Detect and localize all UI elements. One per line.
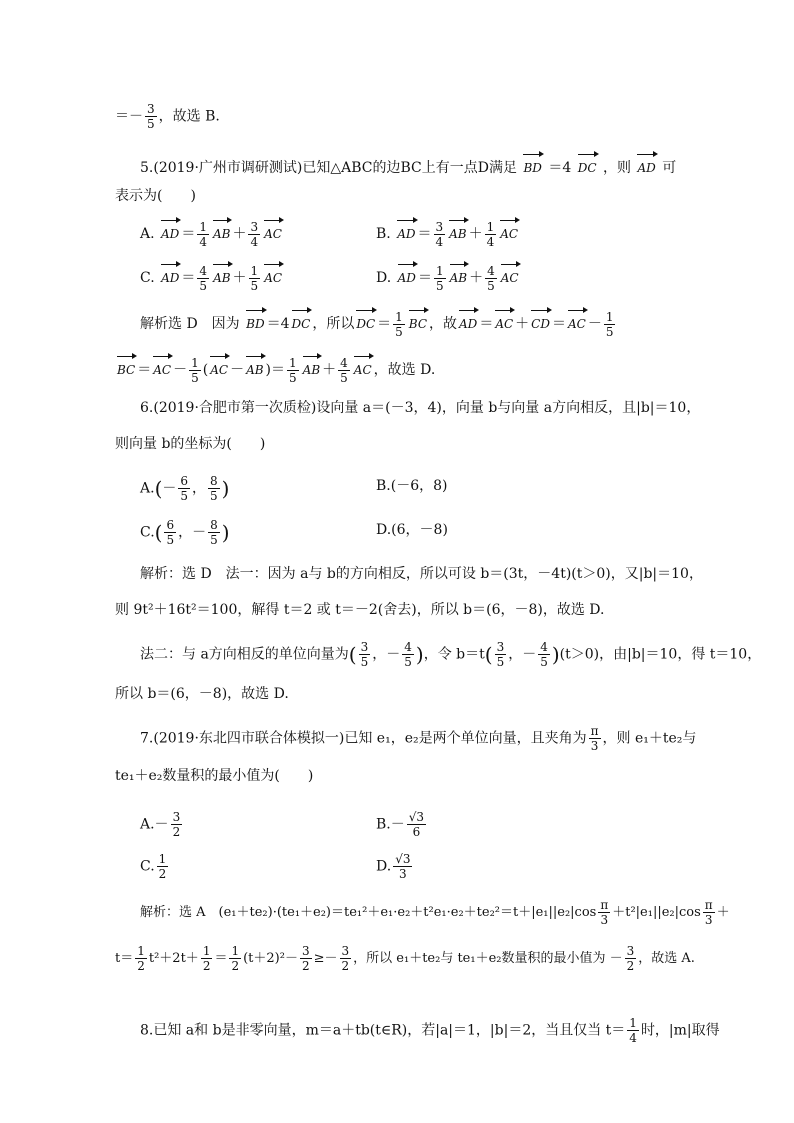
question-5-solution-2: BC ＝ AC － $\frac{1}{5}$ ( AC － AB )＝ $\frac{1}{5}$ AB ＋ $\frac{4}{5}$ AC ，故选 D. bbox=[117, 355, 436, 385]
question-6-solution-3: 法二：与 a方向相反的单位向量为( $\frac{3}{5}$ ，－ $\frac{4}{5}$ )，令 b＝t( $\frac{3}{5}$ ，－ $\frac{4}{5}$ )(t＞0)，由|b|＝10，得 t＝10， bbox=[140, 640, 762, 669]
question-7-stem-1: 7.(2019·东北四市联合体模拟一)已知 e₁，e₂是两个单位向量，且夹角为 $\frac{\pi}{3}$ ，则 e₁＋te₂与 bbox=[140, 724, 697, 753]
option-7a: A.－ $\frac{3}{2}$ bbox=[140, 810, 181, 839]
question-6-stem-2: 则向量 b的坐标为( ) bbox=[115, 436, 266, 452]
option-5c: C. AD ＝ $\frac{4}{5}$ AB ＋ $\frac{1}{5}$ AC bbox=[140, 263, 283, 293]
question-7-solution-1: 解析：选 A (e₁＋te₂)·(te₁＋e₂)＝te₁²＋e₁·e₂＋t²e₁·e₂＋te₂²＝t＋|e₁||e₂|cos $\frac{\pi}{3}$ ＋t²|e₁||e₂|cos $\frac{\pi}{3}$ ＋ bbox=[140, 898, 730, 927]
question-7-solution-2: t＝ $\frac{1}{2}$ t²＋2t＋ $\frac{1}{2}$ ＝ $\frac{1}{2}$ (t＋2)²－ $\frac{3}{2}$ ≥－ $\frac{3}{2}$ ，所以 e₁＋te₂与 te₁＋e₂数量积的最小值为 － $\frac{3}{2}$ ，故选 A. bbox=[115, 944, 695, 973]
option-7c: C. $\frac{1}{2}$ bbox=[140, 852, 167, 881]
option-5d: D. AD ＝ $\frac{1}{5}$ AB ＋ $\frac{4}{5}$ AC bbox=[376, 263, 519, 293]
vector-dc: DC bbox=[578, 152, 597, 178]
question-5-stem-2: 表示为( ) bbox=[115, 188, 196, 204]
option-5a: A. AD ＝ $\frac{1}{4}$ AB ＋ $\frac{3}{4}$ AC bbox=[140, 219, 282, 249]
option-5b: B. AD ＝ $\frac{3}{4}$ AB ＋ $\frac{1}{4}$ AC bbox=[376, 219, 519, 249]
question-7-stem-2: te₁＋e₂数量积的最小值为( ) bbox=[115, 768, 314, 784]
question-6-stem-1: 6.(2019·合肥市第一次质检)设向量 a＝(－3，4)，向量 b与向量 a方向相反，且|b|＝10， bbox=[140, 400, 701, 416]
fraction: $\frac{3}{5}$ bbox=[147, 102, 155, 131]
question-5-stem: 5.(2019·广州市调研测试)已知△ABC的边BC上有一点D满足 BD ＝4 DC ，则 AD 可 bbox=[140, 152, 676, 178]
option-6c: C.( $\frac{6}{5}$ ，－ $\frac{8}{5}$ ) bbox=[140, 518, 230, 547]
question-6-solution-1: 解析：选 D 法一：因为 a与 b的方向相反，所以可设 b＝(3t，－4t)(t＞0)，又|b|＝10， bbox=[140, 566, 703, 582]
answer-line: ＝－ $\frac{3}{5}$ ，故选 B. bbox=[115, 102, 220, 131]
option-7b: B.－ $\frac{√3}{6}$ bbox=[376, 810, 425, 839]
vector-bd: BD bbox=[523, 152, 541, 178]
question-5-solution-1: 解析选 D 因为 BD ＝4 DC ，所以 DC ＝ $\frac{1}{5}$ BC ，故 AD ＝ AC ＋ CD ＝ AC － $\frac{1}{5}$ bbox=[140, 309, 614, 339]
option-6a: A.(－ $\frac{6}{5}$ ， $\frac{8}{5}$ ) bbox=[140, 474, 230, 503]
question-6-solution-2: 则 9t²＋16t²＝100，解得 t＝2 或 t＝－2(舍去)，所以 b＝(6，－8)，故选 D. bbox=[115, 602, 605, 618]
vector-ad: AD bbox=[637, 152, 655, 178]
question-8-stem: 8.已知 a和 b是非零向量，m＝a＋tb(t∈R)，若|a|＝1，|b|＝2，当且仅当 t＝ $\frac{1}{4}$ 时，|m|取得 bbox=[140, 1016, 720, 1045]
option-6d: D.(6，－8) bbox=[376, 522, 448, 538]
option-7d: D. $\frac{√3}{3}$ bbox=[376, 852, 411, 881]
question-6-solution-4: 所以 b＝(6，－8)，故选 D. bbox=[115, 686, 289, 702]
option-6b: B.(－6，8) bbox=[376, 478, 448, 494]
